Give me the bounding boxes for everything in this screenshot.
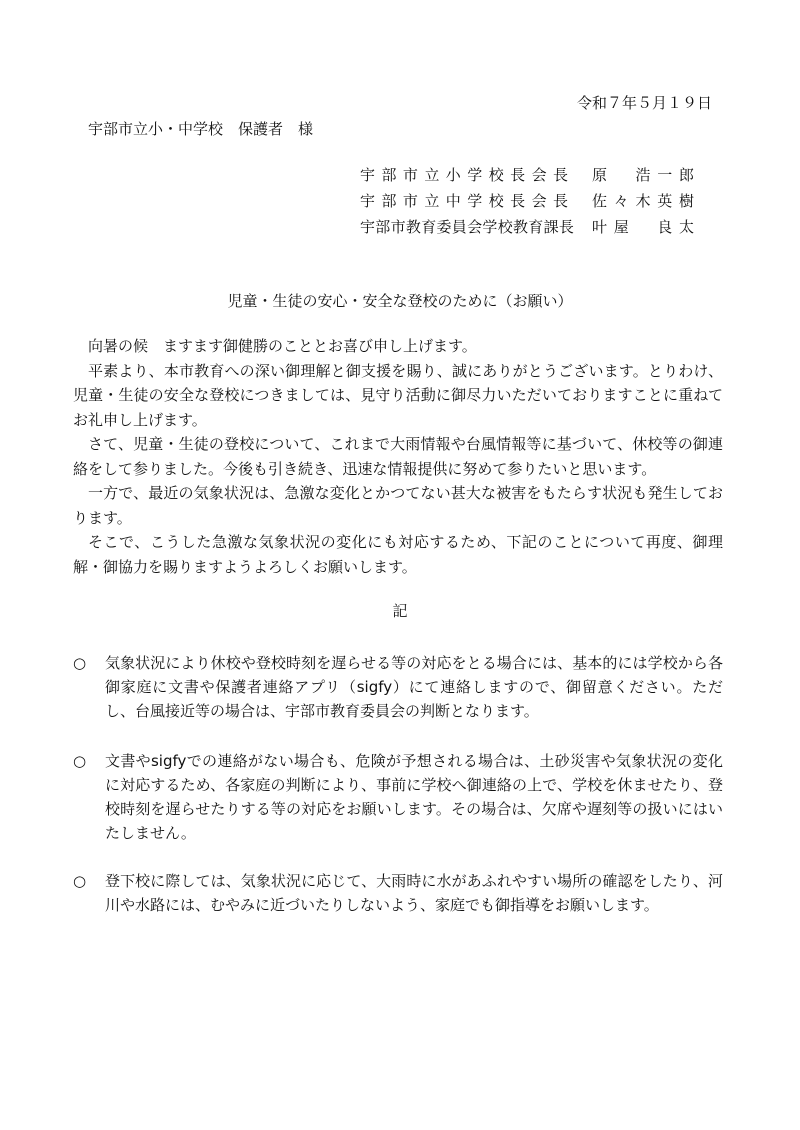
circle-bullet-icon: ○ — [73, 654, 87, 672]
sender-row — [360, 187, 710, 213]
list-item — [73, 651, 723, 723]
recipient-line: 宇部市立小・中学校 保護者 様 — [88, 120, 314, 138]
body-paragraph: さて、児童・生徒の登校について、これまで大雨情報や台風情報等に基づいて、休校等の御連絡をして参りました。今後も引き続き、迅速な情報提供に努めて参りたいと思います。 — [73, 435, 723, 478]
circle-bullet-icon: ○ — [73, 872, 87, 890]
sender-role: 宇部市立小学校長会長 — [360, 165, 575, 184]
sender-block — [360, 161, 710, 239]
list-item — [73, 869, 723, 917]
letter-body — [73, 334, 723, 579]
sender-row — [360, 161, 710, 187]
sender-role: 宇部市立中学校長会長 — [360, 191, 575, 210]
circle-bullet-icon: ○ — [73, 752, 87, 770]
sender-row — [360, 213, 710, 239]
list-item — [73, 749, 723, 845]
sender-name: 佐々木英樹 — [592, 191, 701, 210]
body-paragraph: 向暑の候 ますます御健勝のこととお喜び申し上げます。 — [88, 337, 477, 355]
item-text: 文書やsigfyでの連絡がない場合も、危険が予想される場合は、土砂災害や気象状況の変化に対応するため、各家庭の判断により、事前に学校へ御連絡の上で、学校を休ませたり、登校時刻を遅らせたりする等の対応をお願いします。その場合は、欠席や遅刻等の扱いにはいたしません。 — [105, 752, 723, 842]
sender-name: 原 浩一郎 — [592, 165, 701, 184]
item-text: 登下校に際しては、気象状況に応じて、大雨時に水があふれやすい場所の確認をしたり、河川や水路には、むやみに近づいたりしないよう、家庭でも御指導をお願いします。 — [105, 872, 723, 914]
item-text: 気象状況により休校や登校時刻を遅らせる等の対応をとる場合には、基本的には学校から各御家庭に文書や保護者連絡アプリ（sigfy）にて連絡しますので、御留意ください。ただし、台風接近等の場合は、宇部市教育委員会の判断となります。 — [105, 654, 723, 720]
document-date: 令和７年５月１９日 — [576, 94, 712, 112]
sender-role: 宇部市教育委員会学校教育課長 — [360, 217, 575, 236]
item-list — [73, 651, 723, 943]
body-paragraph: 平素より、本市教育への深い御理解と御支援を賜り、誠にありがとうございます。とりわけ、児童・生徒の安全な登校につきましては、見守り活動に御尽力いただいておりますことに重ねてお礼申し上げます。 — [73, 361, 723, 429]
body-paragraph: そこで、こうした急激な気象状況の変化にも対応するため、下記のことについて再度、御理解・御協力を賜りますようよろしくお願いします。 — [73, 533, 723, 576]
ki-heading: 記 — [392, 602, 408, 620]
document-title: 児童・生徒の安心・安全な登校のために（お願い） — [227, 292, 573, 310]
sender-name: 叶屋 良太 — [592, 217, 701, 236]
body-paragraph: 一方で、最近の気象状況は、急激な変化とかつてない甚大な被害をもたらす状況も発生しております。 — [73, 484, 723, 527]
